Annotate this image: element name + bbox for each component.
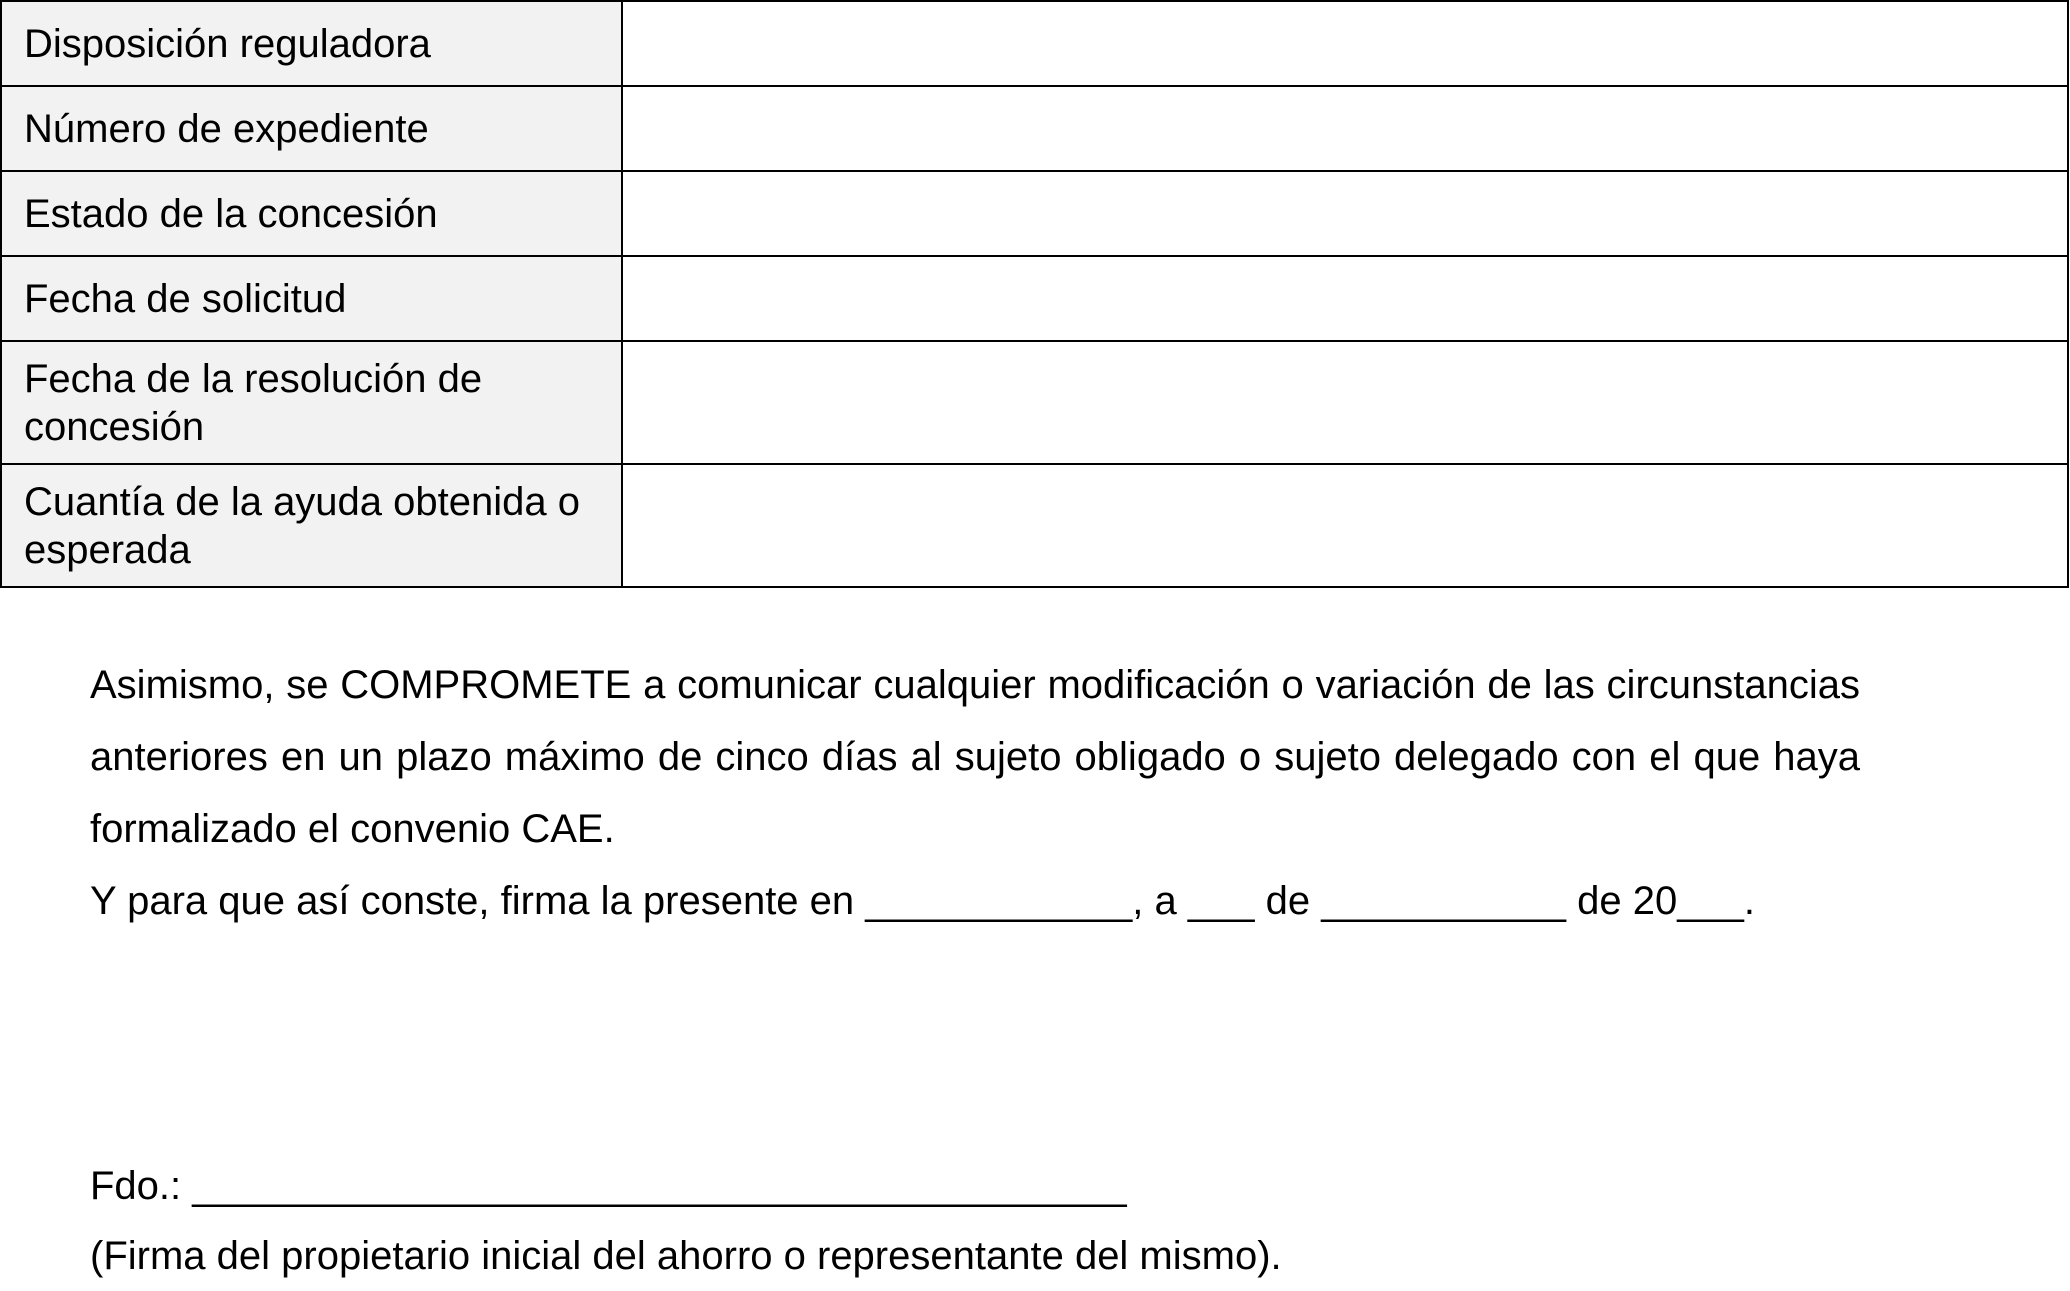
table-row	[1, 171, 2068, 256]
row-label-expediente: Número de expediente	[1, 86, 622, 171]
row-label-estado: Estado de la concesión	[1, 171, 622, 256]
signature-line: Fdo.: __________________________________________	[90, 1164, 1127, 1208]
signing-place-date-line: Y para que así conste, firma la presente en ____________, a ___ de ___________ de 20___.	[90, 879, 1756, 923]
table-row	[1, 464, 2068, 587]
commitment-block	[90, 649, 1860, 937]
row-label-disposicion: Disposición reguladora	[1, 1, 622, 86]
row-label-cuantia: Cuantía de la ayuda obtenida o esperada	[1, 464, 622, 587]
row-value-cuantia[interactable]	[622, 464, 2068, 587]
commitment-paragraph: Asimismo, se COMPROMETE a comunicar cualquier modificación o variación de las circunstancias anteriores en un plazo máximo de cinco días al sujeto obligado o sujeto delegado con el que haya formalizado el convenio CAE.	[90, 663, 1860, 851]
row-value-estado[interactable]	[622, 171, 2068, 256]
row-value-fecha-resolucion[interactable]	[622, 341, 2068, 464]
row-label-fecha-solicitud: Fecha de solicitud	[1, 256, 622, 341]
table-row	[1, 1, 2068, 86]
signature-caption: (Firma del propietario inicial del ahorro o representante del mismo).	[90, 1234, 1282, 1278]
row-value-disposicion[interactable]	[622, 1, 2068, 86]
table-row	[1, 341, 2068, 464]
table-row	[1, 86, 2068, 171]
signature-block	[90, 1151, 1282, 1291]
row-value-fecha-solicitud[interactable]	[622, 256, 2068, 341]
data-table	[0, 0, 2069, 588]
row-value-expediente[interactable]	[622, 86, 2068, 171]
table-row	[1, 256, 2068, 341]
row-label-fecha-resolucion: Fecha de la resolución de concesión	[1, 341, 622, 464]
